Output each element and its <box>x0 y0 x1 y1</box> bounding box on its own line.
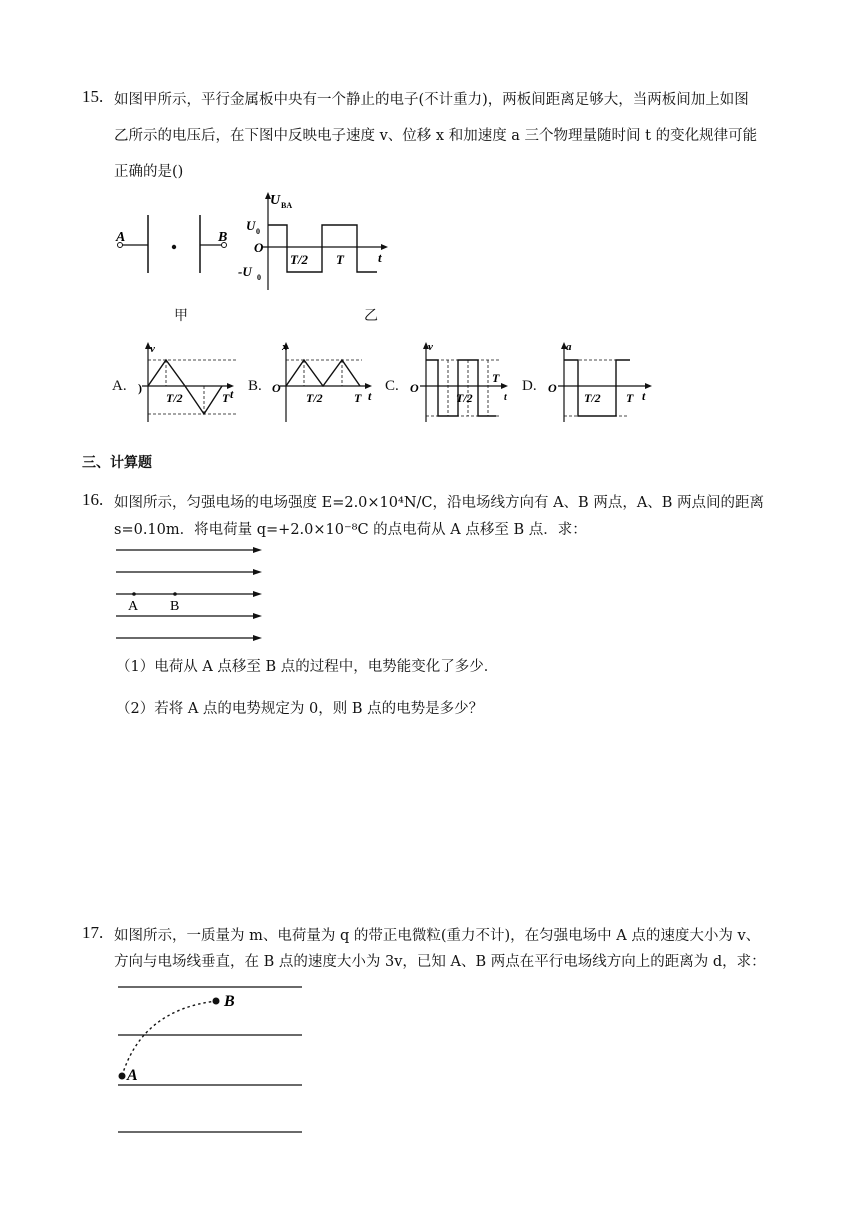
question-15-text-line-1: 如图甲所示，平行金属板中央有一个静止的电子(不计重力)，两板间距离足够大，当两板间加上如图 <box>114 92 749 108</box>
svg-text:T/2: T/2 <box>166 391 183 405</box>
svg-text:O: O <box>272 381 281 395</box>
figure-yi-voltage-graph <box>232 190 392 295</box>
svg-text:v: v <box>428 341 433 353</box>
option-c-graph <box>404 340 516 425</box>
svg-text:t: t <box>368 389 372 403</box>
point-b <box>213 998 220 1005</box>
question-17-number: 17. <box>82 923 104 942</box>
option-c-label[interactable]: C. <box>385 378 399 394</box>
question-16-number: 16. <box>82 490 104 509</box>
yi-neg-u0: -U <box>238 264 252 279</box>
option-a-label[interactable]: A. <box>112 378 127 394</box>
point-a <box>119 1073 126 1080</box>
yi-axis-sub: BA <box>281 201 293 210</box>
svg-text:O: O <box>410 381 419 395</box>
figure-16-field-lines <box>112 540 272 645</box>
svg-text:a: a <box>566 341 572 353</box>
option-b-graph <box>268 340 380 425</box>
svg-text:): ) <box>138 381 142 395</box>
svg-text:t: t <box>504 392 507 403</box>
question-15-number: 15. <box>82 87 104 106</box>
question-16-text-line-1: 如图所示，匀强电场的电场强度 E=2.0×10⁴N/C，沿电场线方向有 A、B 两点，A、B 两点间的距离 <box>114 495 765 511</box>
yi-neg-u0-sub: 0 <box>257 273 261 282</box>
svg-text:T: T <box>626 391 634 405</box>
label-a: A <box>127 1067 138 1084</box>
svg-text:T: T <box>222 391 230 405</box>
question-16-sub-1: （1）电荷从 A 点移至 B 点的过程中，电势能变化了多少． <box>116 659 499 675</box>
svg-text:T: T <box>354 391 362 405</box>
yi-period: T <box>336 252 344 267</box>
svg-text:t: t <box>230 387 234 401</box>
figure-yi-caption: 乙 <box>364 308 378 324</box>
svg-text:T: T <box>492 371 500 385</box>
label-b: B <box>170 599 180 614</box>
option-d-graph <box>542 340 654 425</box>
yi-u0: U <box>246 218 256 233</box>
option-d-label[interactable]: D. <box>522 378 537 394</box>
figure-jia-parallel-plates <box>110 205 240 280</box>
yi-half-period: T/2 <box>290 252 309 267</box>
yi-t-axis: t <box>378 250 382 265</box>
option-a-graph <box>130 340 242 425</box>
figure-jia-caption: 甲 <box>174 308 188 324</box>
svg-text:v: v <box>150 343 155 355</box>
question-16-sub-2: （2）若将 A 点的电势规定为 0，则 B 点的电势是多少？ <box>116 701 484 717</box>
yi-origin: O <box>254 240 264 255</box>
yi-axis-label: U <box>270 193 281 208</box>
question-17-text-line-1: 如图所示，一质量为 m、电荷量为 q 的带正电微粒(重力不计)，在匀强电场中 A 点的速度大小为 v、 <box>114 928 761 944</box>
question-15-text-line-3: 正确的是() <box>114 164 184 180</box>
svg-text:T/2: T/2 <box>456 391 473 405</box>
question-17-text-line-2: 方向与电场线垂直，在 B 点的速度大小为 3v，已知 A、B 两点在平行电场线方向上的距离为 d，求： <box>114 954 766 970</box>
section-title: 三、计算题 <box>82 455 152 471</box>
label-b: B <box>224 993 235 1010</box>
option-b-label[interactable]: B. <box>248 378 262 394</box>
label-a: A <box>128 599 139 614</box>
question-16-text-line-2: s=0.10m．将电荷量 q=+2.0×10⁻⁸C 的点电荷从 A 点移至 B 点．求： <box>114 522 587 538</box>
svg-text:T/2: T/2 <box>306 391 323 405</box>
svg-text:T/2: T/2 <box>584 391 601 405</box>
label-b: B <box>218 230 228 245</box>
yi-u0-sub: 0 <box>256 227 260 236</box>
question-15-text-line-2: 乙所示的电压后，在下图中反映电子速度 v、位移 x 和加速度 a 三个物理量随时间 t 的变化规律可能 <box>114 128 758 144</box>
figure-17-trajectory <box>112 980 307 1140</box>
label-a: A <box>116 230 126 245</box>
svg-text:t: t <box>642 389 646 403</box>
svg-text:O: O <box>548 381 557 395</box>
electron-dot <box>172 245 176 249</box>
svg-text:x: x <box>282 341 288 353</box>
